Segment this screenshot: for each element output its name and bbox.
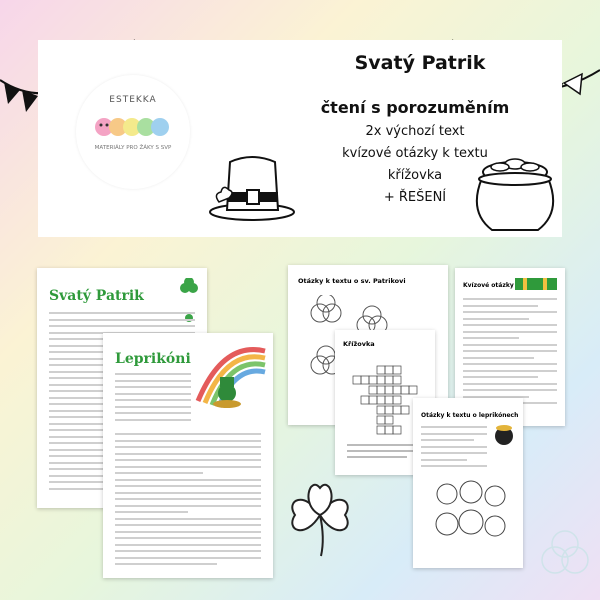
feature-line: kvízové otázky k textu <box>342 146 488 161</box>
preview-page-leprechauns <box>103 333 273 578</box>
feature-line: křížovka <box>387 168 443 183</box>
shamrock-outline-icon <box>275 470 365 560</box>
feature-line: 2x výchozí text <box>365 124 465 139</box>
page-subtitle: čtení s porozuměním <box>320 98 510 117</box>
faint-shamrock-icon <box>530 530 600 600</box>
feature-line: + ŘEŠENÍ <box>383 190 447 205</box>
page3-title: Otázky k textu o sv. Patrikovi <box>298 277 406 285</box>
page4-title: Křížovka <box>343 340 375 348</box>
page1-title: Svatý Patrik <box>49 288 144 304</box>
page-title: Svatý Patrik <box>354 52 486 74</box>
preview-page-questions-leprechauns <box>413 398 523 568</box>
leprechaun-hat-icon <box>205 150 300 225</box>
logo-tagline: MATERIÁLY PRO ŽÁKY S SVP <box>94 145 172 151</box>
page5-title: Kvízové otázky <box>463 282 514 289</box>
rainbow-leprechaun-icon <box>193 341 268 411</box>
pot-of-gold-small-icon <box>491 420 517 446</box>
brand-logo <box>76 75 190 189</box>
caterpillar-icon <box>88 111 178 139</box>
page2-title: Leprikóni <box>115 351 191 367</box>
quiz-image <box>515 278 557 290</box>
page6-title: Otázky k textu o leprikónech <box>421 412 519 419</box>
logo-name: ESTEKKA <box>109 95 157 105</box>
answer-circles <box>425 480 515 560</box>
